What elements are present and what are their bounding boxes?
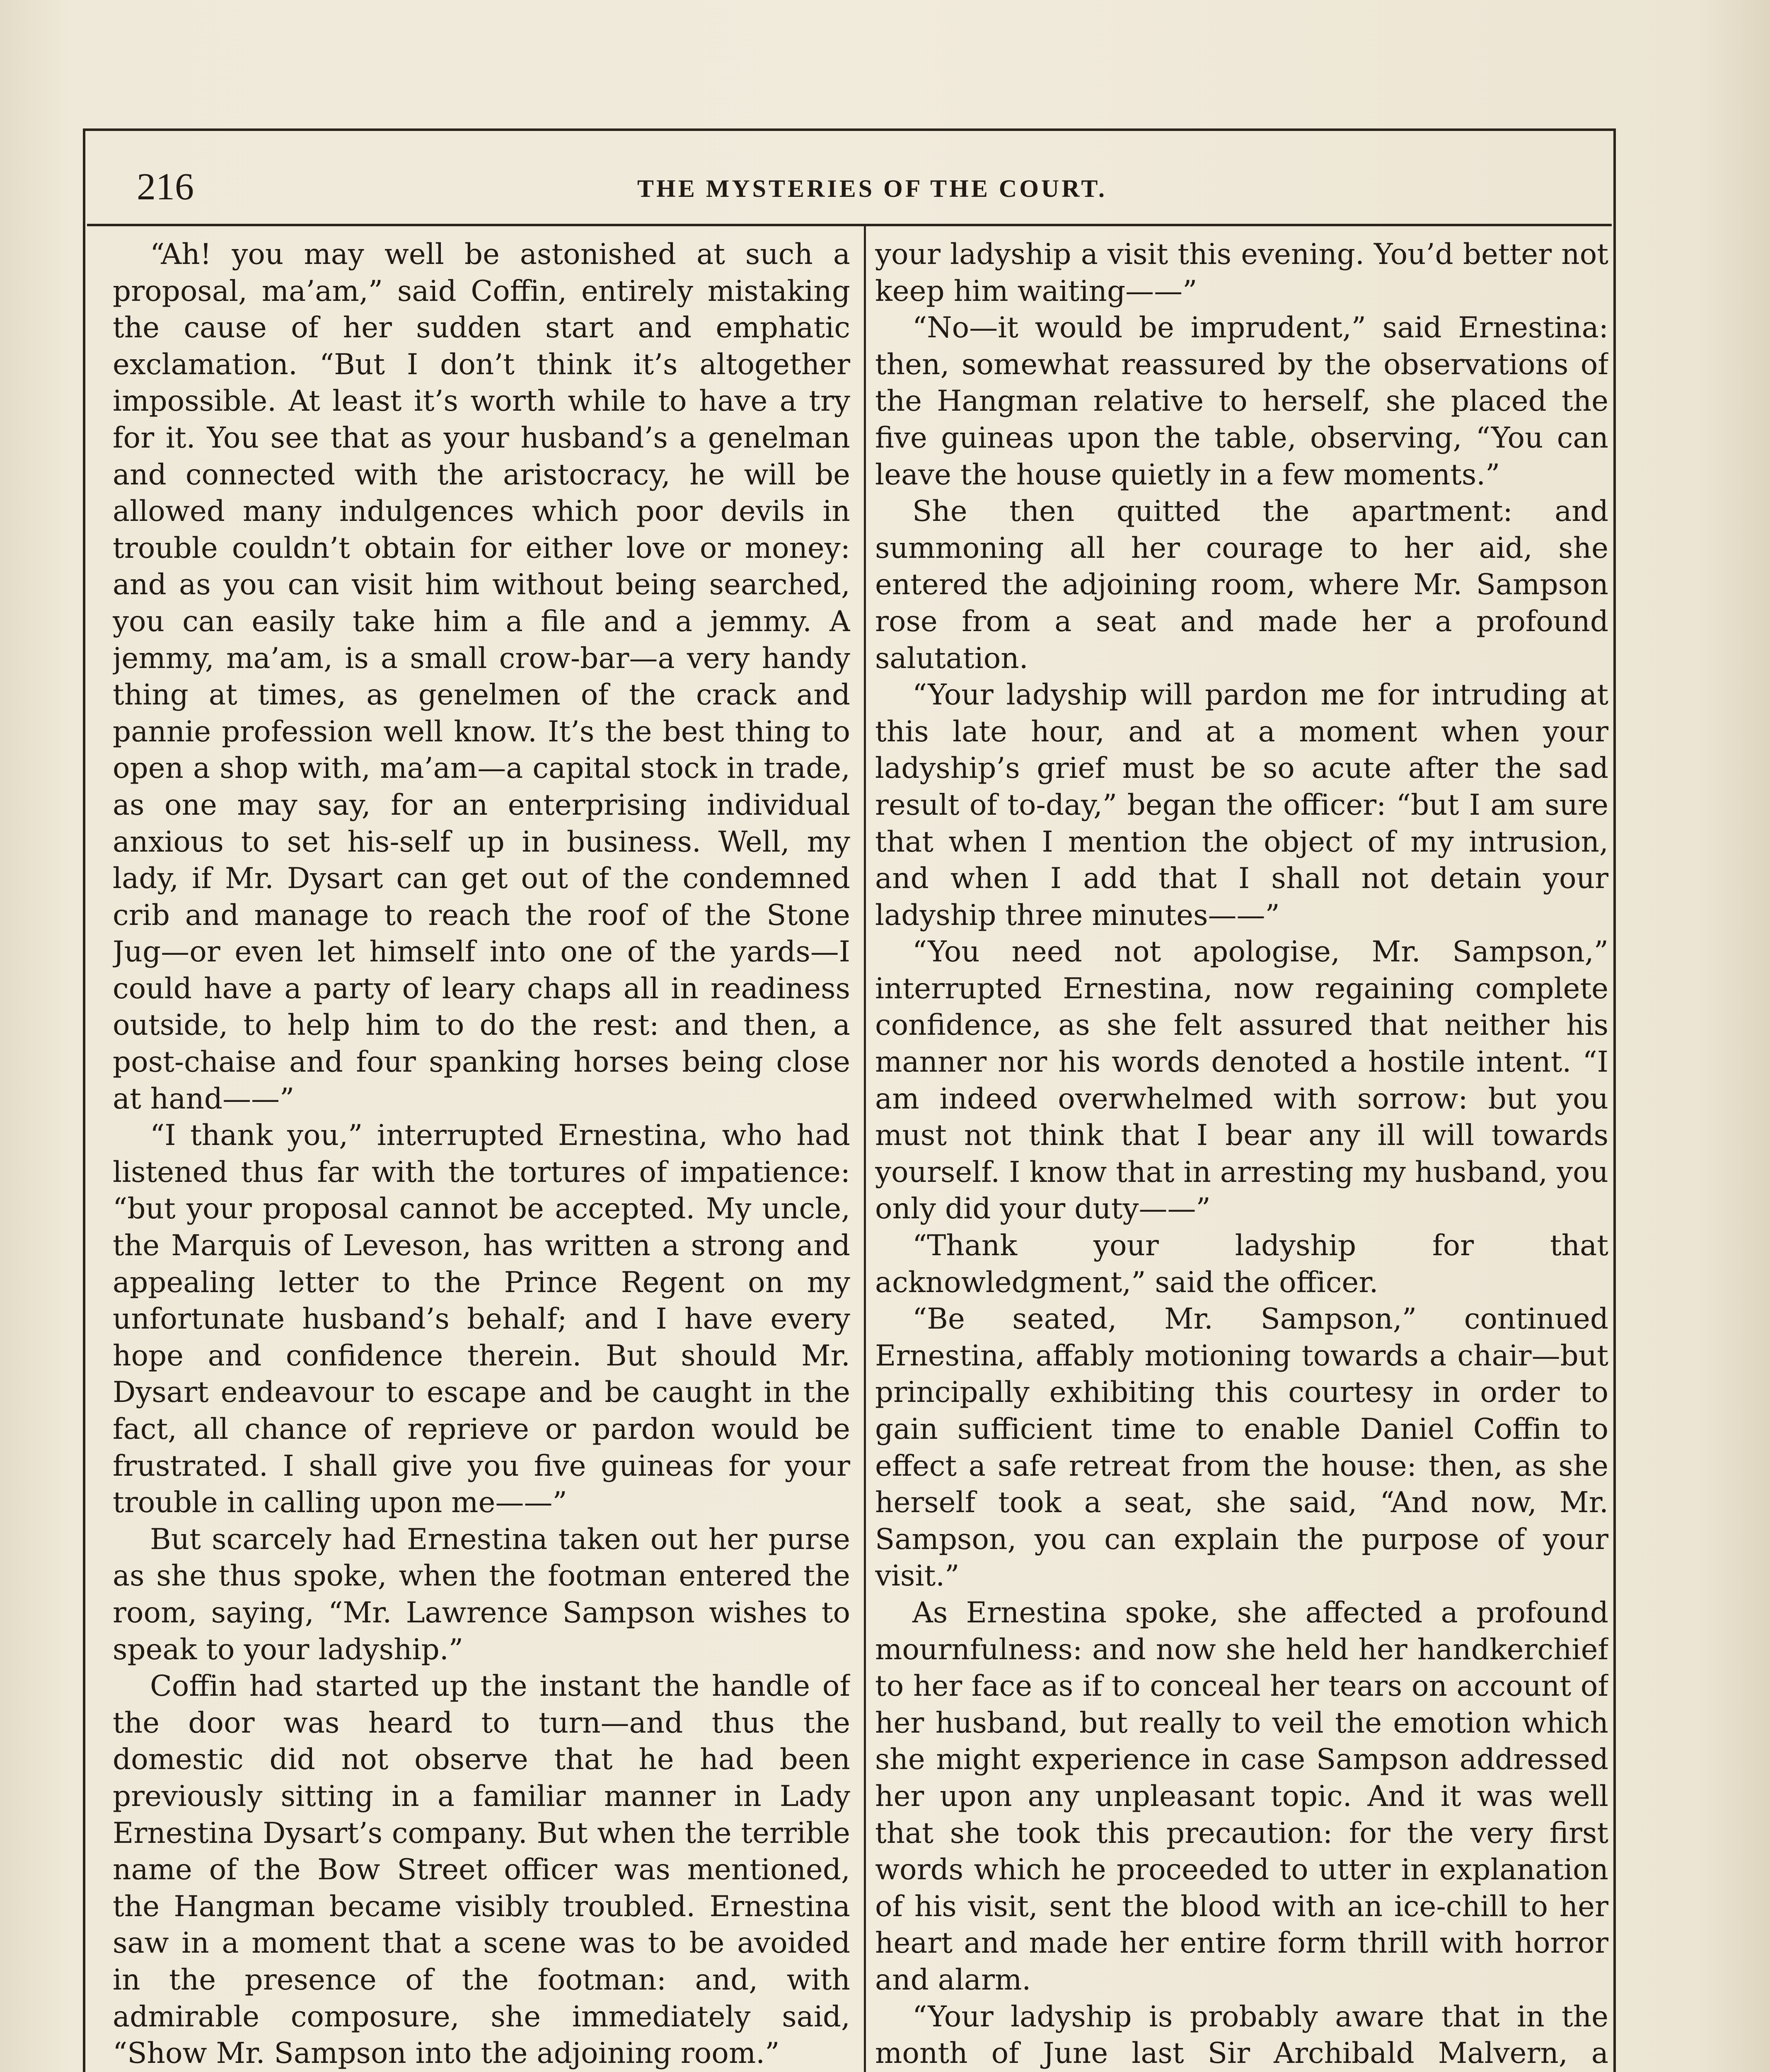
running-title: THE MYSTERIES OF THE COURT. [637, 175, 1107, 202]
paragraph: “Be seated, Mr. Sampson,” continued Ernestina, affably motioning towards a chair—but principally exhibiting this courtesy in order to gain sufficient time to enable Daniel Coffin to effect a safe retreat from the house: then, as she herself took a seat, she said, “And now, Mr. Sampson, you can explain the purpose of your visit.” [875, 1302, 1608, 1593]
page-number: 216 [137, 165, 194, 208]
paragraph: As Ernestina spoke, she affected a profound mournfulness: and now she held her handkerchief to her face as if to conceal her tears on account of her husband, but really to veil the emotion which she might experience in case Sampson addressed her upon any unpleasant topic. And it was well that she took this precaution: for the very first words which he proceeded to utter in explanation of his visit, sent the blood with an ice-chill to her heart and made her entire form thrill with horror and alarm. [875, 1596, 1608, 1997]
paragraph: “Thank your ladyship for that acknowledgment,” said the officer. [875, 1229, 1608, 1299]
paragraph: But scarcely had Ernestina taken out her purse as she thus spoke, when the footman entered the room, saying, “Mr. Lawrence Sampson wishes to speak to your ladyship.” [113, 1523, 850, 1666]
paragraph: “Ah! you may well be astonished at such a proposal, ma’am,” said Coffin, entirely mistaking the cause of her sudden start and emphatic exclamation. “But I don’t think it’s altogether impossible. At least it’s worth while to have a try for it. You see that as your husband’s a genelman and connected with the aristocracy, he will be allowed many indulgences which poor devils in trouble couldn’t obtain for either love or money: and as you can visit him without being searched, you can easily take him a file and a jemmy. A jemmy, ma’am, is a small crow-bar—a very handy thing at times, as genelmen of the crack and pannie profession well know. It’s the best thing to open a shop with, ma’am—a capital stock in trade, as one may say, for an enterprising individual anxious to set his-self up in business. Well, my lady, if Mr. Dysart can get out of the condemned crib and manage to reach the roof of the Stone Jug—or even let himself into one of the yards—I could have a party of leary chaps all in readiness outside, to help him to do the rest: and then, a post-chaise and four spanking horses being close at hand——” [113, 238, 850, 1116]
paragraph: Coffin had started up the instant the handle of the door was heard to turn—and thus the domestic did not observe that he had been previously sitting in a familiar manner in Lady Ernestina Dysart’s company. But when the terrible name of the Bow Street officer was mentioned, the Hangman became visibly troubled. Ernestina saw in a moment that a scene was to be avoided in the presence of the footman: and, with admirable composure, she immediately said, “Show Mr. Sampson into the adjoining room.” [113, 1670, 850, 2070]
running-header [137, 164, 1608, 209]
paragraph: “I thank you,” interrupted Ernestina, who had listened thus far with the tortures of impatience: “but your proposal cannot be accepted. My uncle, the Marquis of Leveson, has written a strong and appealing letter to the Prince Regent on my unfortunate husband’s behalf; and I have every hope and confidence therein. But should Mr. Dysart endeavour to escape and be caught in the fact, all chance of reprieve or pardon would be frustrated. I shall give you five guineas for your trouble in calling upon me——” [113, 1119, 850, 1520]
column-divider [864, 226, 866, 2072]
paragraph: “Your ladyship will pardon me for intruding at this late hour, and at a moment when your ladyship’s grief must be so acute after the sad result of to-day,” began the officer: “but I am sure that when I mention the object of my intrusion, and when I add that I shall not detain your ladyship three minutes——” [875, 678, 1608, 932]
paragraph: your ladyship a visit this evening. You’d better not keep him waiting——” [875, 238, 1608, 308]
paragraph: “You need not apologise, Mr. Sampson,” interrupted Ernestina, now regaining complete confidence, as she felt assured that neither his manner nor his words denoted a hostile intent. “I am indeed overwhelmed with sorrow: but you must not think that I bear any ill will towards yourself. I know that in arresting my husband, you only did your duty——” [875, 935, 1608, 1226]
paragraph: “Your ladyship is probably aware that in the month of June last Sir Archibald Malvern, a [875, 2000, 1608, 2070]
paragraph: “No—it would be imprudent,” said Ernestina: then, somewhat reassured by the observations of the Hangman relative to herself, she placed the five guineas upon the table, observing, “You can leave the house quietly in a few moments.” [875, 311, 1608, 491]
header-rule [87, 224, 1612, 226]
paragraph: She then quitted the apartment: and summoning all her courage to her aid, she entered the adjoining room, where Mr. Sampson rose from a seat and made her a profound salutation. [875, 495, 1608, 675]
right-column [875, 236, 1608, 2072]
left-column [113, 236, 850, 2072]
